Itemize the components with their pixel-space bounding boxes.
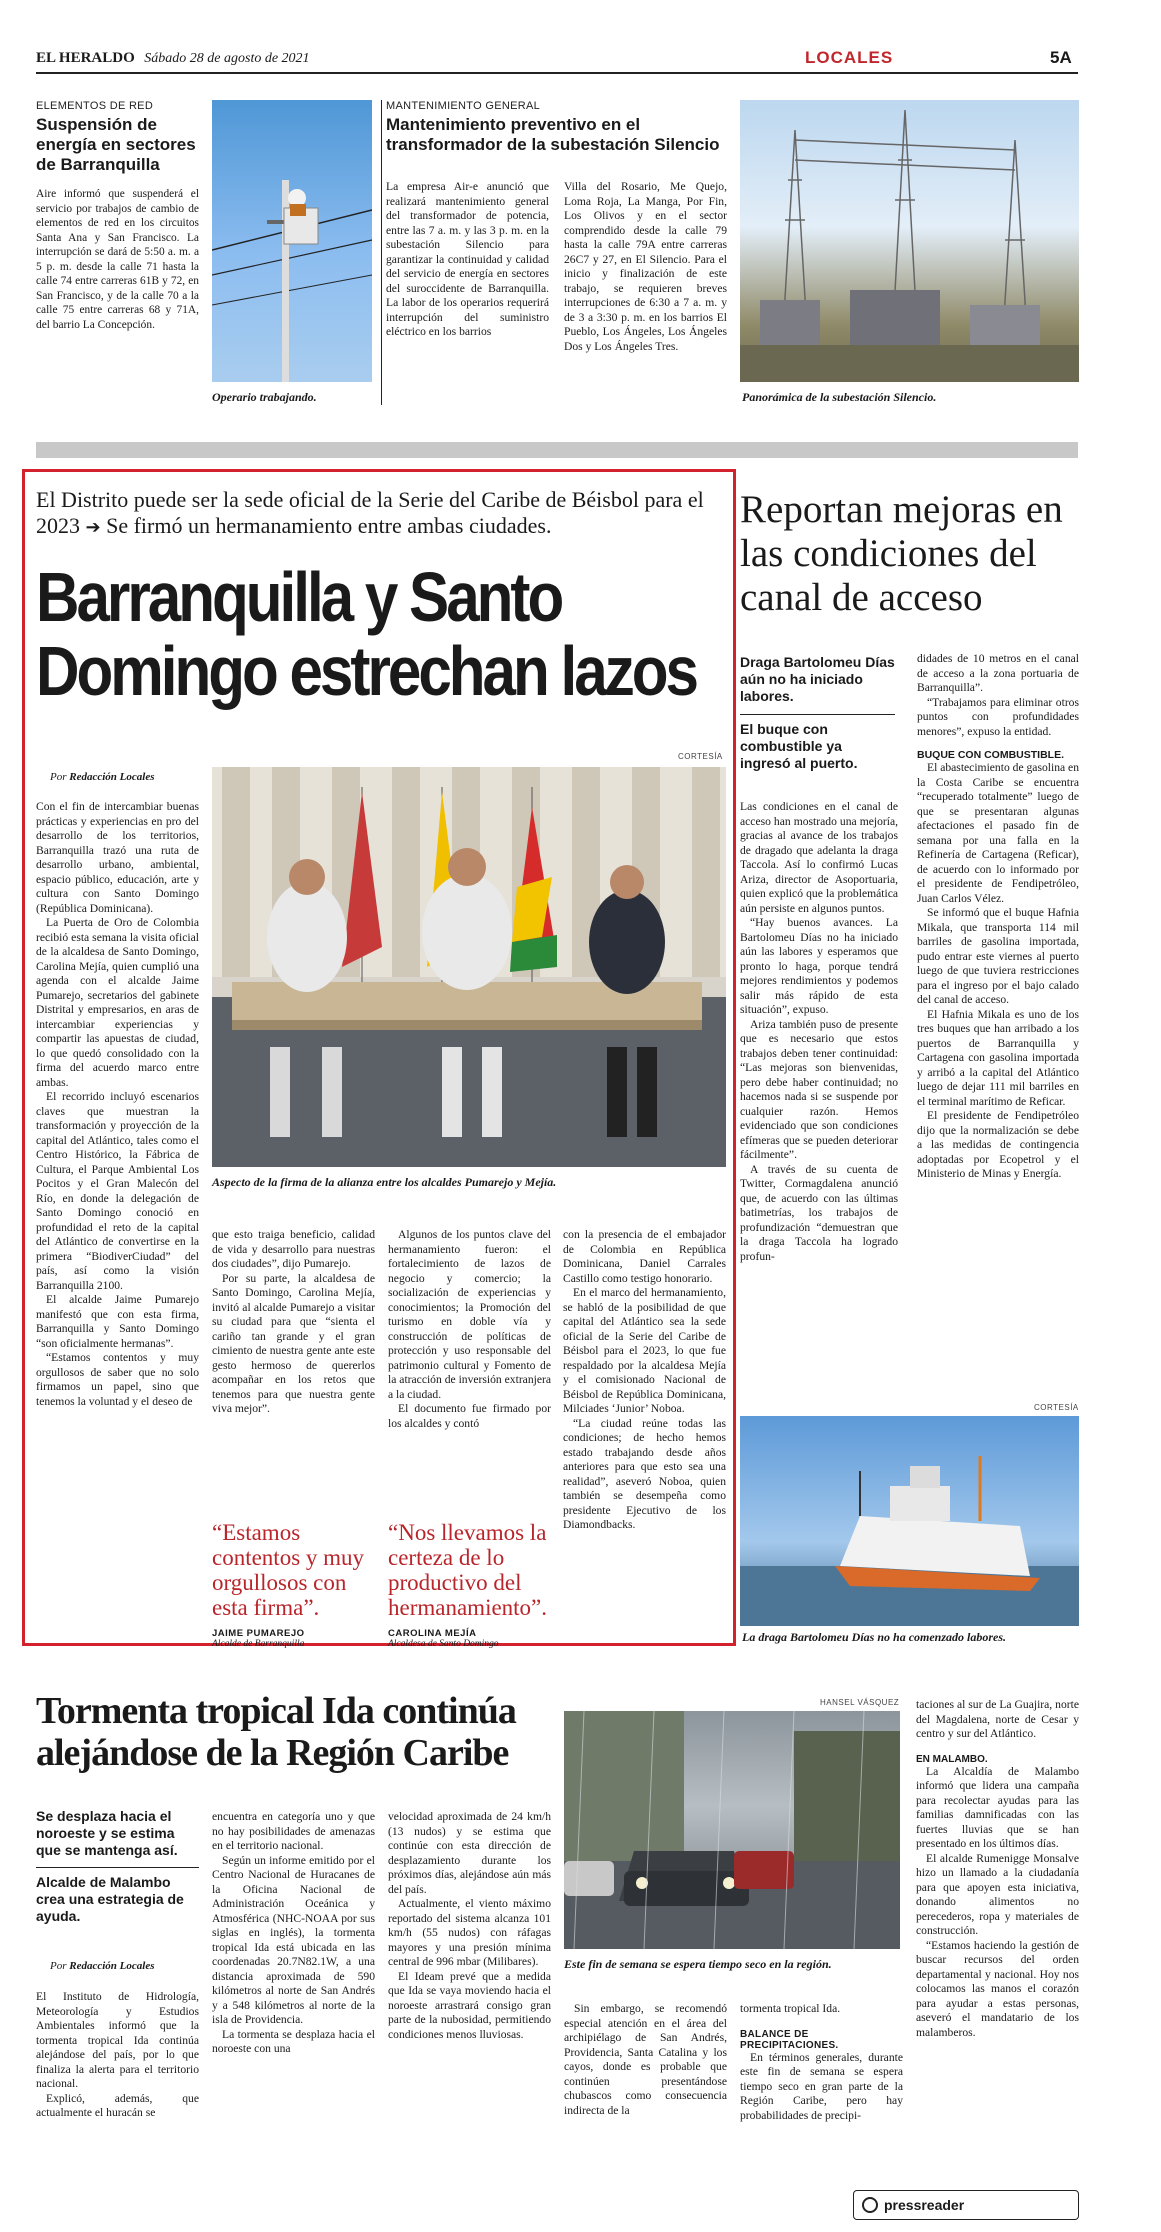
byline-author: Redacción Locales [69, 1960, 155, 1972]
pressreader-badge[interactable] [853, 2190, 1079, 2220]
column-2 [212, 1228, 375, 1417]
ida-column-2 [212, 1810, 375, 2057]
edition-date: Sábado 28 de agosto de 2021 [144, 51, 310, 66]
arrow-icon: ➔ [85, 517, 101, 537]
paragraph: Algunos de los puntos clave del hermanamiento fueron: el fortalecimiento de lazos de negocio y comercio; la socialización de experiencias y conocimientos; la Promoción del turismo en doble vía y construcción de políticas de protección y uso responsable del patrimonio cultural y Fomento de la atracción de inversión extranjera a la ciudad. [388, 1228, 551, 1401]
paragraph: En términos generales, durante este fin de semana se espera tiempo seco en gran parte de la Región Caribe, pero hay probabilidades de precipi- [740, 2050, 903, 2122]
photo-signing [212, 767, 726, 1167]
column-4 [563, 1228, 726, 1533]
photo-substation [740, 100, 1079, 382]
byline-prefix: Por [50, 771, 67, 783]
pull-quote-mejia [388, 1520, 556, 1649]
paragraph: A través de su cuenta de Twitter, Cormagdalena anunció que, de acuerdo con las últimas batimetrías, los trabajos de profundización “demuestran que la draga Taccola ha logrado profun- [740, 1162, 898, 1263]
paragraph: El documento fue firmado por los alcaldes y contó [388, 1402, 551, 1430]
column [564, 180, 727, 354]
canal-subheads [740, 654, 895, 772]
paragraph: El Ideam prevé que a medida que Ida se vaya moviendo hacia el noroeste arrastrará consigo gran parte de la nubosidad, permitiendo condiciones menos lluviosas. [388, 1969, 551, 2041]
canal-column-2 [917, 652, 1079, 1182]
subhead: El buque con combustible ya ingresó al puerto. [740, 721, 858, 771]
paper-name: EL HERALDO [36, 50, 135, 66]
photo-credit: CORTESÍA [678, 752, 723, 761]
paragraph: encuentra en categoría uno y que no hay posibilidades de amenazas en el territorio nacional. [212, 1810, 375, 1852]
brand-name: pressreader [884, 2197, 965, 2213]
paragraph: Explicó, además, que actualmente el huracán se [36, 2091, 199, 2119]
subhead: Draga Bartolomeu Días aún no ha iniciado labores. [740, 654, 895, 704]
quote-name: JAIME PUMAREJO [212, 1628, 305, 1639]
paragraph: Se informó que el buque Hafnia Mikala, que transporta 114 mil barriles de gasolina importada, pudo entrar este viernes al puerto luego de que tuviera restricciones para el ingreso por el bajo calado del canal de acceso. [917, 906, 1079, 1006]
paragraph: El alcalde Rumenigge Monsalve hizo un llamado a la ciudadanía para que apoyen esta iniciativa, donando alimentos no perecederos, ropa y materiales de construcción. [916, 1851, 1079, 1937]
paragraph: Según un informe emitido por el Centro Nacional de Huracanes de la Oficina Nacional de Administración Oceánica y Atmosférica (NHC-NOAA por sus siglas en inglés), la tormenta tropical Ida está ubicada en las coordenadas 20.7N82.1W, a una distancia aproximada de 590 kilómetros al norte de San Andrés y a 548 kilómetros al norte de la isla de Providencia. [212, 1853, 375, 2026]
ida-column-6 [916, 1698, 1079, 2040]
ida-column-3 [388, 1810, 551, 2042]
main-headline: Barranquilla y Santo Domingo estrechan lazos [36, 558, 697, 710]
divider [36, 1867, 199, 1868]
paragraph: Con el fin de intercambiar buenas prácticas y experiencias en pro del desarrollo de los territorios, Barranquilla trazó una ruta de desarrollo urbano, ambiental, espacio público, educación, arte y cultura con Santo Domingo (República Dominicana). [36, 800, 199, 915]
paragraph: Las condiciones en el canal de acceso han mostrado una mejoría, gracias al avance de los trabajos de dragado que adelanta la draga Taccola. Así lo confirmó Lucas Ariza, director de Asoportuaria, quien explicó que la problemática aún persiste en algunos puntos. [740, 800, 898, 915]
canal-column-1 [740, 800, 898, 1264]
quote-name: CAROLINA MEJÍA [388, 1628, 477, 1639]
header-rule [36, 72, 1078, 74]
paragraph: El Instituto de Hidrología, Meteorología y Estudios Ambientales informó que la tormenta tropical Ida continúa alejándose del país, por lo que finaliza la alerta para el territorio nacional. [36, 1990, 199, 2090]
column-1 [36, 800, 199, 1409]
byline [50, 771, 154, 783]
paragraph: La tormenta se desplaza hacia el noroeste con una [212, 2027, 375, 2055]
body: Villa del Rosario, Me Quejo, Loma Roja, La Manga, Por Fin, Los Olivos y en el sector comprendido desde la calle 79 hasta la calle 79A entre carreras 26C7 y 27, en El Silencio. Para el inicio y finalización de este trabajo, se requieren breves interrupciones de 6:30 a 7 a. m. y de 3 a 3:30 p. m. en los barrios El Pueblo, Los Ángeles, Los Ángeles Dos y Los Ángeles Tres. [564, 180, 727, 353]
photo-credit: HANSEL VÁSQUEZ [820, 1698, 900, 1707]
paragraph: El recorrido incluyó escenarios claves que muestran la transformación y proyección de la capital del Atlántico, tales como el Centro Histórico, la Fábrica de Cultura, el Parque Ambiental Los Pocitos y el Gran Malecón del Río, en donde la delegación de Santo Domingo conoció en profundidad el reto de la capital del Atlántico de convertirse en la primera “BiodiverCiudad” del país, así como la visión Barranquilla 2100. [36, 1090, 199, 1292]
pretitle [36, 487, 726, 540]
caption: La draga Bartolomeu Días no ha comenzado labores. [742, 1630, 1007, 1644]
quote-role: Alcaldesa de Santo Domingo [388, 1639, 499, 1649]
quote-text: “Estamos contentos y muy orgullosos con esta firma”. [212, 1520, 365, 1620]
separator-band [36, 442, 1078, 458]
paragraph: Por su parte, la alcaldesa de Santo Domingo, Carolina Mejía, invitó al alcalde Pumarejo a visitar su ciudad para que “sienta el cariño tan grande y el gran cimiento de nuestra gente ante este gesto hermoso de quererlos acompañar en los retos que tenemos para que nuestra gente viva mejor”. [212, 1271, 375, 1415]
column-rule [381, 100, 382, 405]
caption: Aspecto de la firma de la alianza entre los alcaldes Pumarejo y Mejía. [212, 1175, 557, 1189]
headline: Suspensión de energía en sectores de Barranquilla [36, 115, 196, 174]
paragraph: Sin embargo, se recomendó especial atención en el área del archipiélago de San Andrés, Providencia, Santa Catalina y los cayos, donde es probable que continúen presentándose chubascos como consecuencia indirecta de la [564, 2002, 727, 2117]
quote-text: “Nos llevamos la certeza de lo productivo del hermanamiento”. [388, 1520, 548, 1620]
canal-headline: Reportan mejoras en las condiciones del canal de acceso [740, 488, 1063, 619]
paragraph: El presidente de Fendipetróleo dijo que la normalización se debe a las medidas de contingencia adoptadas por Ecopetrol y el Ministerio de Minas y Energía. [917, 1109, 1079, 1180]
caption: Operario trabajando. [212, 390, 317, 404]
ida-column-5 [740, 2002, 903, 2123]
paragraph: que esto traiga beneficio, calidad de vida y desarrollo para nuestras dos ciudades”, dijo Pumarejo. [212, 1228, 375, 1270]
paragraph: Ariza también puso de presente que es necesario que estos trabajos deben tener continuidad: “Las mejoras son bienvenidas, pero debe haber continuidad; no hacemos nada si se suspende por cualquier razón. Hemos evidenciado que son condiciones efímeras que se pueden deteriorar fácilmente”. [740, 1017, 898, 1161]
ida-headline: Tormenta tropical Ida continúa alejándose de la Región Caribe [36, 1690, 516, 1774]
paragraph: “La ciudad reúne todas las condiciones; de hecho hemos estado trabajando desde años anteriores para que esto sea una realidad”, aseveró Noboa, quien también se desempeña como presidente Ejecutivo de los Diamondbacks. [563, 1416, 726, 1531]
paragraph: “Estamos contentos y muy orgullosos de saber que no solo firmamos un papel, sino que tenemos la voluntad y el deseo de [36, 1351, 199, 1408]
photo-lineman [212, 100, 372, 382]
paragraph: didades de 10 metros en el canal de acceso a la zona portuaria de Barranquilla”. [917, 652, 1079, 694]
pull-quote-pumarejo [212, 1520, 380, 1649]
article-energy [36, 100, 199, 332]
paragraph: velocidad aproximada de 24 km/h (13 nudos) y se estima que continúe con esta dirección de desplazamiento durante los próximos días, alejándose aún más del país. [388, 1810, 551, 1896]
kicker: MANTENIMIENTO GENERAL [386, 100, 541, 112]
column [386, 180, 549, 340]
paragraph: taciones al sur de La Guajira, norte del Magdalena, norte de Cesar y centro y sur del Atlántico. [916, 1698, 1079, 1740]
section-head: EN MALAMBO. [916, 1753, 988, 1765]
byline-author: Redacción Locales [69, 771, 155, 783]
paragraph: “Estamos haciendo la gestión de buscar recursos del orden departamental y nacional. Hoy nos colocamos las manos el corazón para ayudar a estas personas, aseveró el mandatario de los malamberos. [916, 1938, 1079, 2039]
paragraph: El Hafnia Mikala es uno de los tres buques que han arribado a los puertos de Barranquilla y Cartagena con gasolina importada y arribó a la capital del Atlántico luego de dejar 111 mil barriles en el terminal marítimo de Reficar. [917, 1007, 1079, 1108]
paragraph: “Hay buenos avances. La Bartolomeu Días no ha iniciado aún las labores y esperamos que pronto lo haga, porque tendrá mejores rendimientos y podemos salir más rápido de esta situación”, expuso. [740, 916, 898, 1016]
caption: Este fin de semana se espera tiempo seco en la región. [564, 1957, 832, 1971]
body: Aire informó que suspenderá el servicio por trabajos de cambio de elementos de red en los circuitos Santa Ana y San Francisco. La interrupción se dará de 5:50 a. m. a 5 p. m. desde la calle 71 hasta la calle 74 entre carreras 61B y 72, en San Francisco, y de la calle 70 a la calle 75 entre carreras 68 y 71A, del barrio La Concepción. [36, 188, 199, 331]
masthead [36, 50, 310, 67]
section-head: BALANCE DE PRECIPITACIONES. [740, 2028, 839, 2051]
paragraph: El abastecimiento de gasolina en la Costa Caribe se encuentra “recuperado totalmente” luego de que se presentaran algunas afectaciones el pasado fin de semana por una falla en la Refinería de Cartagena (Reficar), de acuerdo con lo informado por el presidente de Fendipetróleo, Juan Carlos Vélez. [917, 761, 1079, 905]
ida-column-1 [36, 1990, 199, 2121]
photo-rain [564, 1711, 900, 1949]
headline: Mantenimiento preventivo en el transformador de la subestación Silencio [386, 115, 720, 154]
section-head: BUQUE CON COMBUSTIBLE. [917, 749, 1064, 761]
byline-prefix: Por [50, 1960, 67, 1972]
kicker: ELEMENTOS DE RED [36, 100, 154, 112]
photo-dredge [740, 1416, 1079, 1626]
paragraph: tormenta tropical Ida. [740, 2002, 841, 2015]
pretitle-text: El Distrito puede ser la sede oficial de la Serie del Caribe de Béisbol para el 2023 [36, 487, 704, 538]
body: La empresa Air-e anunció que realizará mantenimiento general del transformador de potencia, entre las 7 a. m. y las 3 p. m. en la subestación Silencio para garantizar la continuidad y calidad del servicio de energía en sectores del suroccidente de Barranquilla. La labor de los operarios requerirá interrupción del suministro eléctrico en los barrios [386, 180, 549, 338]
subhead: Se desplaza hacia el noroeste y se estima que se mantenga así. [36, 1808, 178, 1858]
paragraph: “Trabajamos para eliminar otros puntos con profundidades menores”, expuso la entidad. [917, 695, 1079, 738]
photo-credit: CORTESÍA [1034, 1403, 1079, 1412]
subhead: Alcalde de Malambo crea una estrategia de ayuda. [36, 1874, 184, 1924]
page-number: 5A [1050, 48, 1072, 67]
byline [50, 1960, 154, 1972]
caption: Panorámica de la subestación Silencio. [742, 390, 937, 404]
paragraph: La Puerta de Oro de Colombia recibió esta semana la visita oficial de la alcaldesa de Santo Domingo, Carolina Mejía, quien cumplió una agenda con el alcalde Jaime Pumarejo, secretarios del gabinete Distrital y empresarios, en aras de intercambiar experiencias y compartir las apuestas de ciudad, lo que quedó consolidado con la firma del acuerdo marco entre ambas. [36, 916, 199, 1089]
pretitle-text-2: Se firmó un hermanamiento entre ambas ciudades. [106, 513, 552, 538]
quote-role: Alcalde de Barranquilla [212, 1639, 305, 1649]
article-maintenance [386, 100, 726, 155]
pressreader-icon [862, 2197, 878, 2213]
paragraph: La Alcaldía de Malambo informó que lidera una campaña para recolectar ayudas para las familias damnificadas con las fuertes lluvias que se han presentado en los últimos días. [916, 1764, 1079, 1850]
paragraph: El alcalde Jaime Pumarejo manifestó que con esta firma, Barranquilla y Santo Domingo “son oficialmente hermanas”. [36, 1293, 199, 1350]
paragraph: Actualmente, el viento máximo reportado del sistema alcanza 101 km/h (55 nudos) con ráfagas mayores y una presión mínima central de 996 mbar (Milibares). [388, 1897, 551, 1968]
section-name: LOCALES [805, 48, 894, 67]
ida-subheads [36, 1808, 199, 1925]
paragraph: En el marco del hermanamiento, se habló de la posibilidad de que capital del Atlántico sea la sede oficial de la Serie del Caribe de Béisbol para el 2023, lo que fue respaldado por la alcaldesa Mejía y el comisionado Nacional de Béisbol de República Dominicana, Milciades ‘Junior’ Noboa. [563, 1286, 726, 1415]
paragraph: con la presencia de el embajador de Colombia en República Dominicana, Daniel Carrales Castillo como testigo honorario. [563, 1228, 726, 1285]
divider [740, 714, 895, 715]
column-3 [388, 1228, 551, 1431]
ida-column-4 [564, 2002, 727, 2118]
